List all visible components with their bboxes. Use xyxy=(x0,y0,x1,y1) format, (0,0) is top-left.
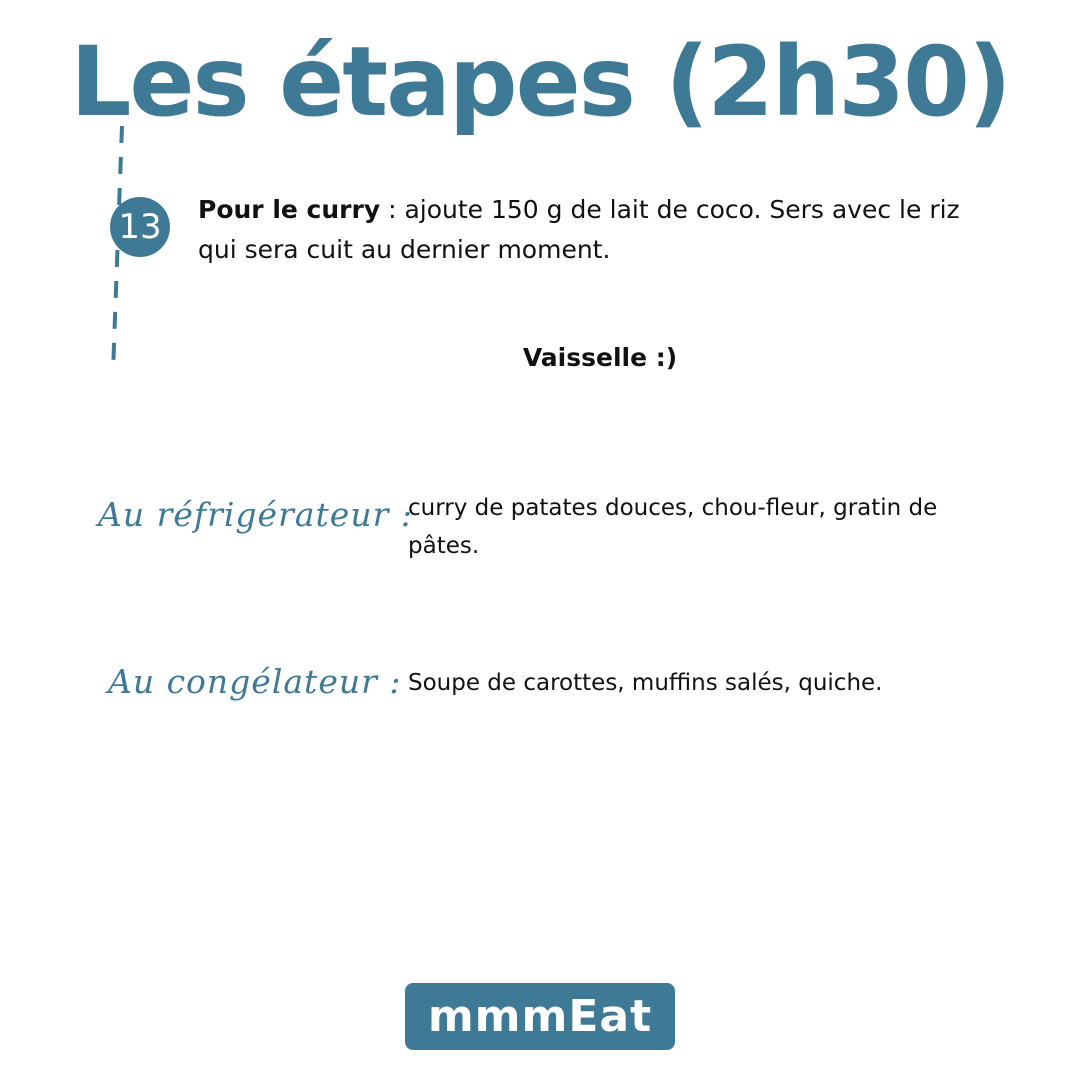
brand-logo xyxy=(405,983,675,1050)
step-number: 13 xyxy=(118,207,162,247)
fridge-contents: curry de patates douces, chou-fleur, gratin de pâtes. xyxy=(408,495,938,559)
dishes-note: Vaisselle :) xyxy=(522,343,678,372)
step-label: Pour le curry xyxy=(198,195,381,224)
freezer-contents: Soupe de carottes, muffins salés, quiche. xyxy=(408,670,883,696)
brand-logo-text: mmmEat xyxy=(427,991,653,1042)
step-description xyxy=(198,190,998,270)
fridge-label: Au réfrigérateur : xyxy=(98,495,413,534)
page-title: Les étapes (2h30) xyxy=(70,26,1010,138)
freezer-label: Au congélateur : xyxy=(108,662,402,701)
step-text: : ajoute 150 g de lait de coco. Sers avec le riz qui sera cuit au dernier moment. xyxy=(198,195,960,264)
step-number-badge xyxy=(110,197,170,257)
